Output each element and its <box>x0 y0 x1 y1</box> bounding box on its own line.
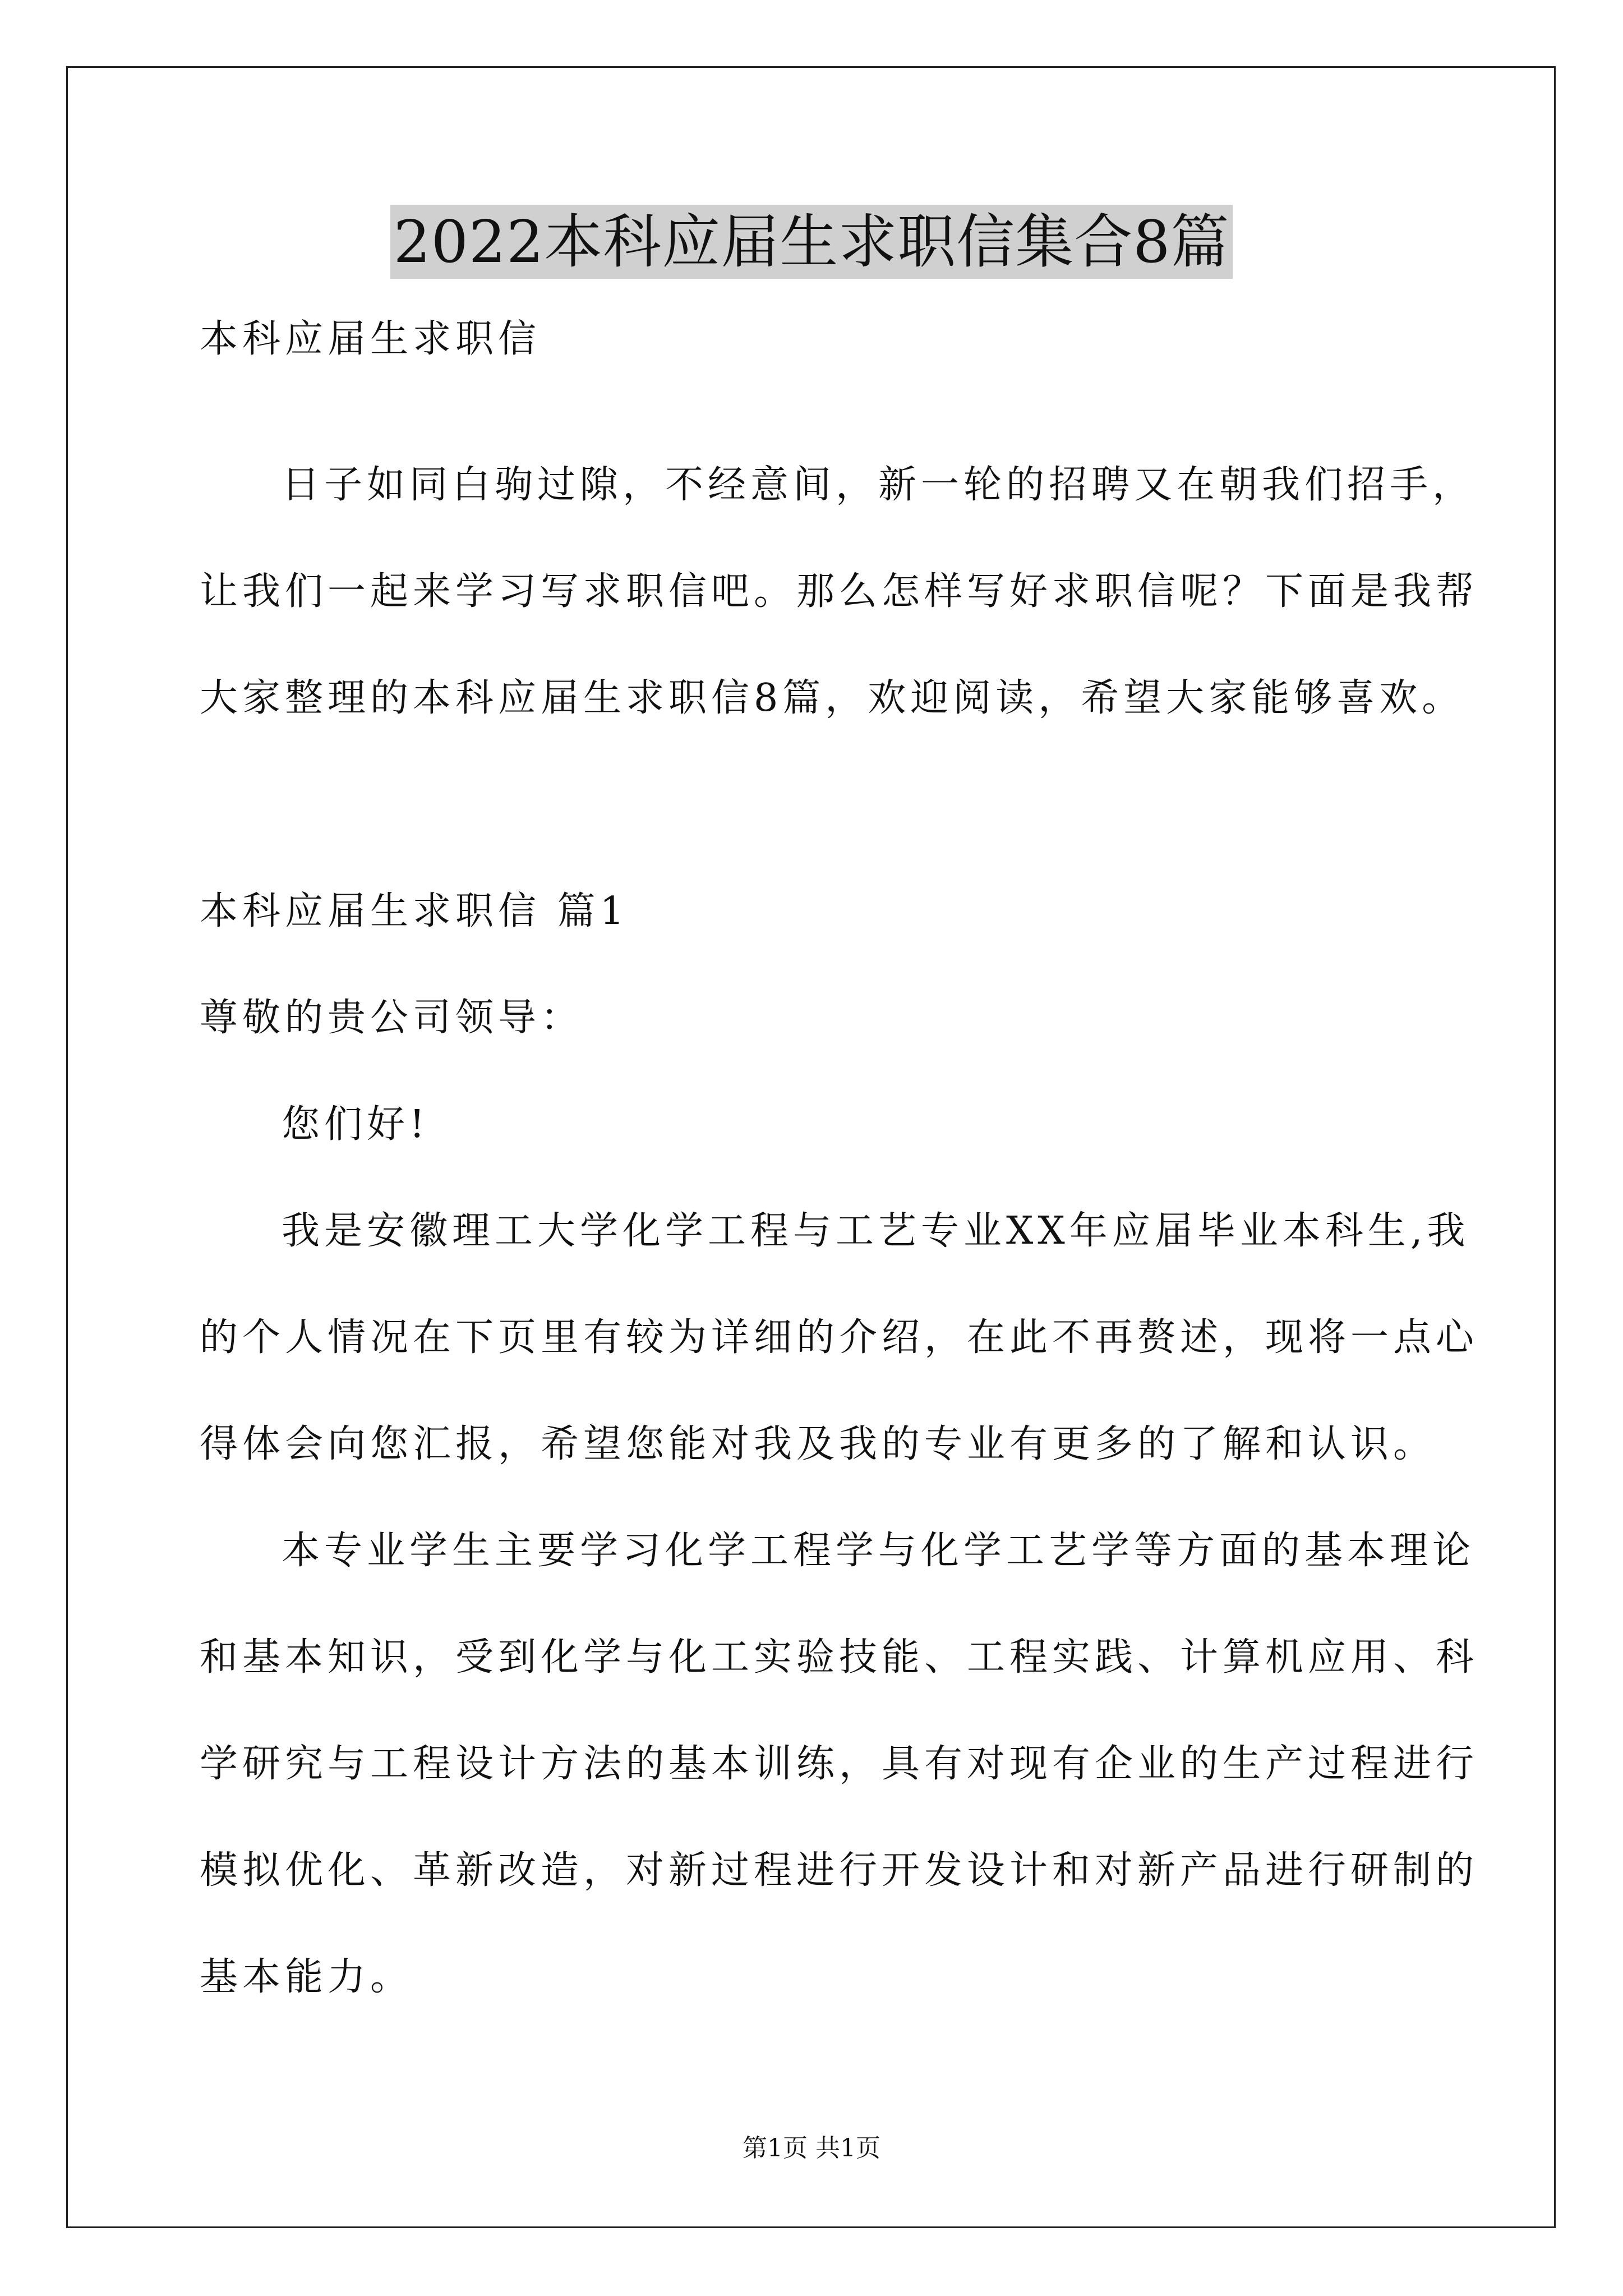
paragraph-line: 得体会向您汇报，希望您能对我及我的专业有更多的了解和认识。 <box>200 1422 1436 1466</box>
paragraph-line: 模拟优化、革新改造，对新过程进行开发设计和对新产品进行研制的 <box>200 1848 1479 1893</box>
paragraph-line: 我是安徽理工大学化学工程与工艺专业XX年应届毕业本科生,我 <box>282 1209 1470 1253</box>
paragraph-line: 让我们一起来学习写求职信吧。那么怎样写好求职信呢？下面是我帮 <box>200 569 1479 614</box>
letter-heading: 本科应届生求职信 篇1 <box>200 889 629 933</box>
salutation: 尊敬的贵公司领导： <box>200 996 584 1040</box>
paragraph-line: 大家整理的本科应届生求职信8篇，欢迎阅读，希望大家能够喜欢。 <box>200 676 1465 720</box>
document-title: 2022本科应届生求职信集合8篇 <box>390 205 1233 279</box>
paragraph-line: 和基本知识，受到化学与化工实验技能、工程实践、计算机应用、科 <box>200 1635 1479 1680</box>
paragraph-line: 学研究与工程设计方法的基本训练，具有对现有企业的生产过程进行 <box>200 1742 1479 1786</box>
paragraph-line: 本专业学生主要学习化学工程学与化学工艺学等方面的基本理论 <box>282 1529 1476 1573</box>
greeting: 您们好! <box>282 1102 430 1147</box>
paragraph-line: 日子如同白驹过隙，不经意间，新一轮的招聘又在朝我们招手， <box>282 463 1476 507</box>
paragraph-line: 的个人情况在下页里有较为详细的介绍，在此不再赘述，现将一点心 <box>200 1315 1479 1360</box>
title-container <box>0 205 1623 279</box>
page-number-footer: 第1页 共1页 <box>743 2134 880 2162</box>
section-heading: 本科应届生求职信 <box>200 317 541 361</box>
paragraph-line: 基本能力。 <box>200 1955 413 1999</box>
